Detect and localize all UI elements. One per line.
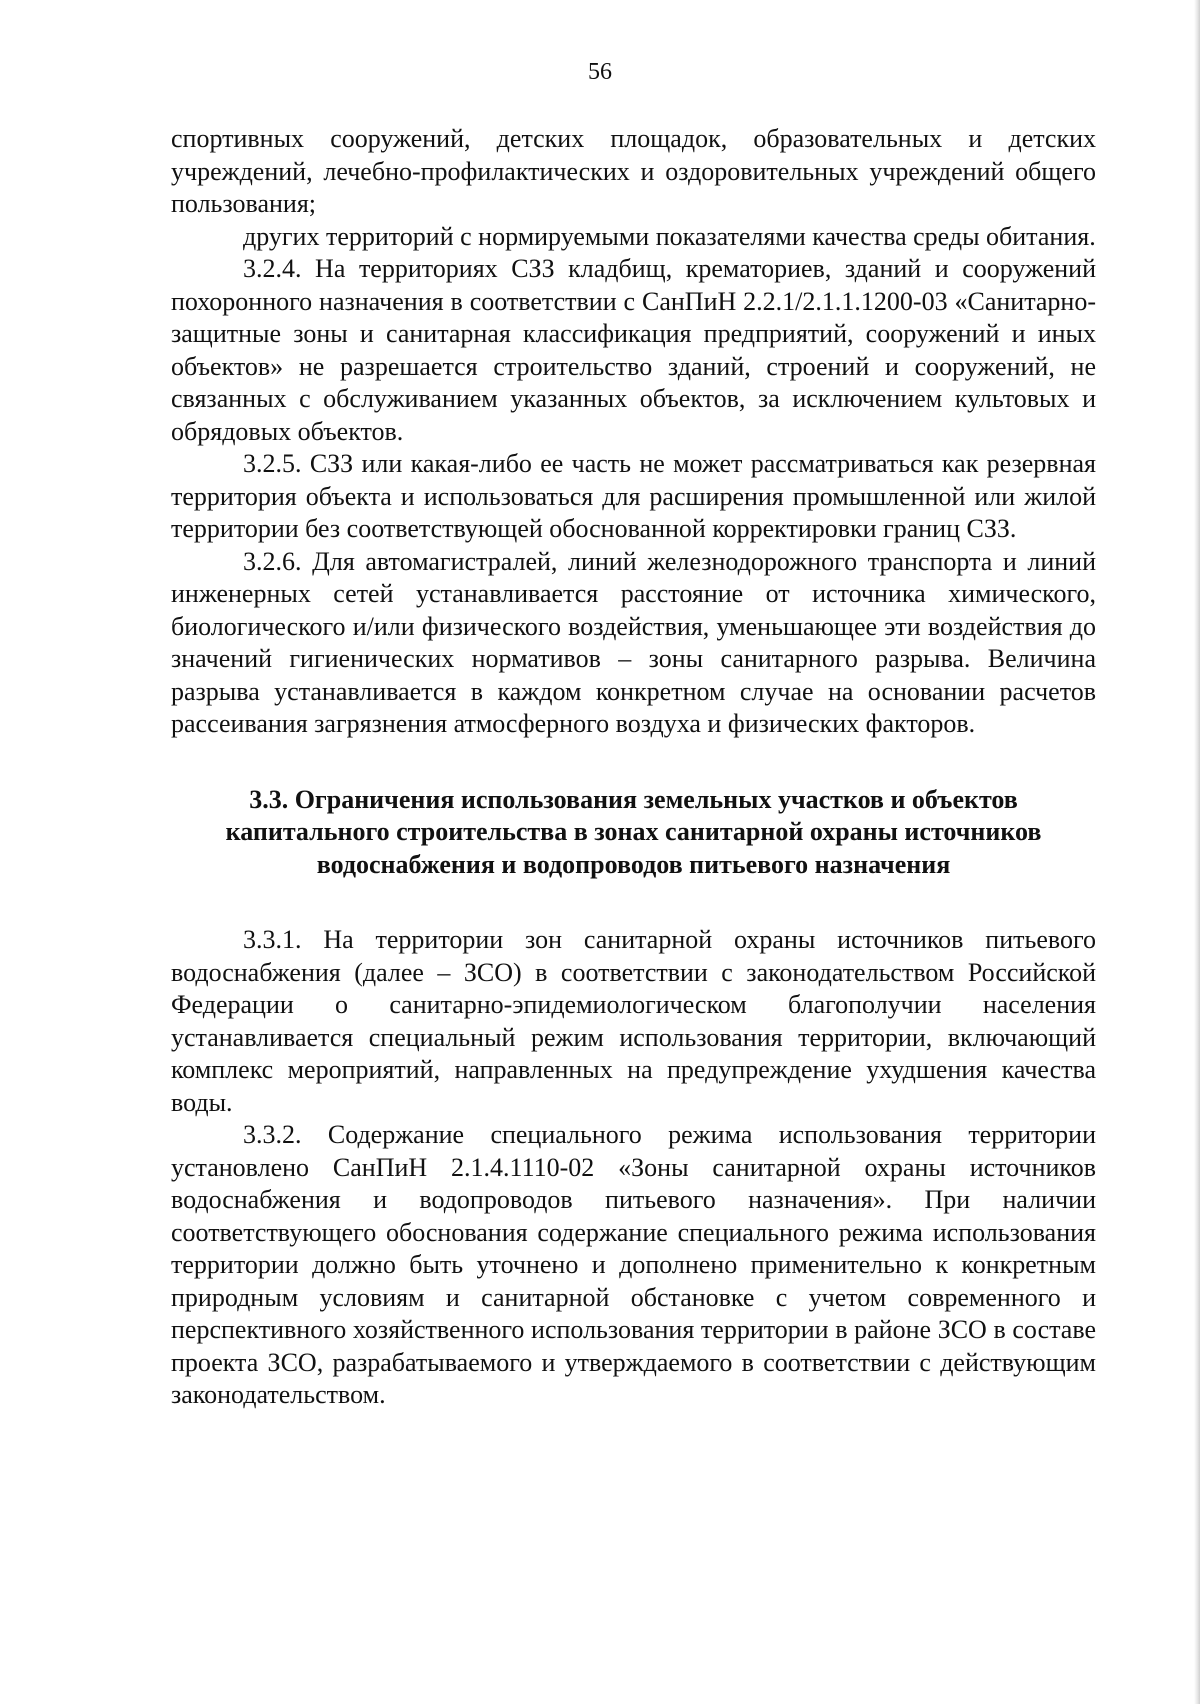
paragraph-3-3-1: 3.3.1. На территории зон санитарной охраны источников питьевого водоснабжения (далее – ЗСО) в соответствии с законодательством Российской Федерации о санитарно-эпидемиологическом благополучии населения устанавливается специальный режим использования территории, включающий комплекс мероприятий, направленных на предупреждение ухудшения качества воды. [171, 925, 1096, 1117]
paragraph-continuation: спортивных сооружений, детских площадок, образовательных и детских учреждений, лечебно-профилактических и оздоровительных учреждений общего пользования; [171, 124, 1096, 218]
paragraph-3-2-6: 3.2.6. Для автомагистралей, линий железнодорожного транспорта и линий инженерных сетей устанавливается расстояние от источника химического, биологического и/или физического воздействия, уменьшающее эти воздействия до значений гигиенических нормативов – зоны санитарного разрыва. Величина разрыва устанавливается в каждом конкретном случае на основании расчетов рассеивания загрязнения атмосферного воздуха и физических факторов. [171, 546, 1096, 738]
heading-line-2: капитального строительства в зонах санитарной охраны источников [225, 817, 1042, 846]
heading-line-1: 3.3. Ограничения использования земельных участков и объектов [249, 784, 1018, 814]
section-heading-3-3 [171, 784, 1096, 882]
page-number: 56 [588, 59, 612, 85]
paragraph-3-2-5: 3.2.5. СЗЗ или какая-либо ее часть не может рассматриваться как резервная территория объекта и использоваться для расширения промышленной или жилой территории без соответствующей обоснованной корректировки границ СЗЗ. [171, 449, 1096, 543]
paragraph-3-3-2: 3.3.2. Содержание специального режима использования территории установлено СанПиН 2.1.4.1110-02 «Зоны санитарной охраны источников водоснабжения и водопроводов питьевого назначения». При наличии соответствующего обоснования содержание специального режима использования территории должно быть уточнено и дополнено применительно к конкретным природным условиям и санитарной обстановке с учетом современного и перспективного хозяйственного использования территории в районе ЗСО в составе проекта ЗСО, разрабатываемого и утверждаемого в соответствии с действующим законодательством. [171, 1120, 1096, 1409]
scan-edge [1194, 0, 1200, 1704]
paragraph-3-2-4: 3.2.4. На территориях СЗЗ кладбищ, крематориев, зданий и сооружений похоронного назначения в соответствии с СанПиН 2.2.1/2.1.1.1200-03 «Санитарно-защитные зоны и санитарная классификация предприятий, сооружений и иных объектов» не разрешается строительство зданий, строений и сооружений, не связанных с обслуживанием указанных объектов, за исключением культовых и обрядовых объектов. [171, 254, 1096, 446]
document-body [171, 123, 1096, 1412]
paragraph-other-territories: других территорий с нормируемыми показателями качества среды обитания. [243, 221, 1096, 251]
heading-line-3: водоснабжения и водопроводов питьевого назначения [316, 849, 951, 879]
